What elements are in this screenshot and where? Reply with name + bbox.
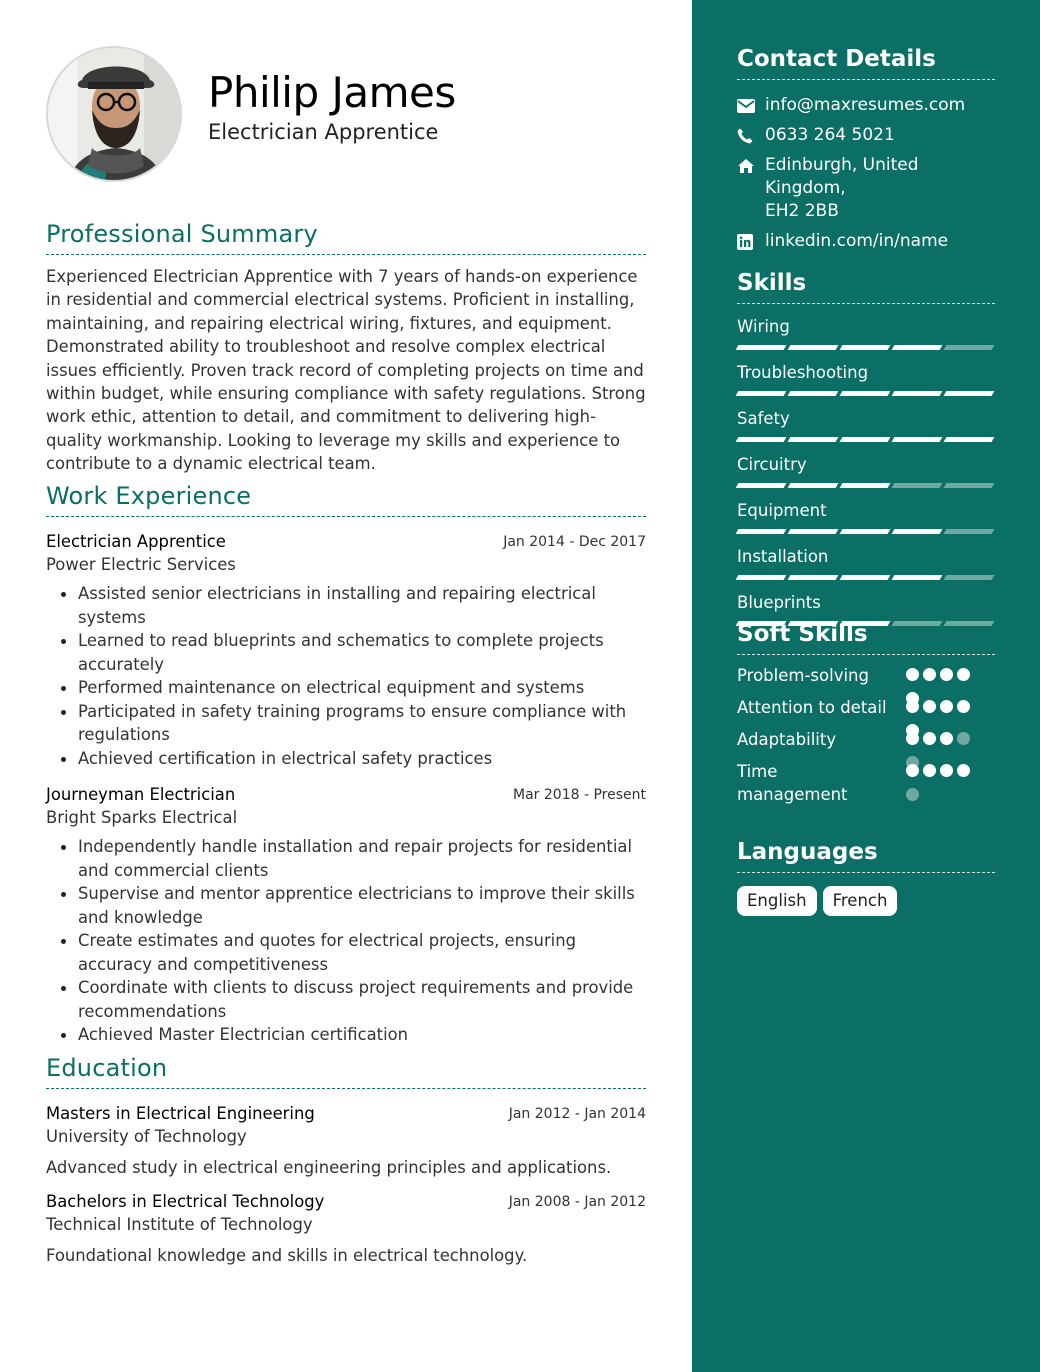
skill-level-segment (736, 529, 787, 534)
skills-list (737, 316, 995, 626)
skill-level-bar (737, 529, 995, 534)
job-entry (46, 784, 646, 1047)
skill-level-bar (737, 391, 995, 396)
job-title: Journeyman Electrician (46, 785, 236, 804)
education-description: Advanced study in electrical engineering principles and applications. (46, 1158, 612, 1177)
contact-linkedin[interactable] (737, 230, 995, 253)
soft-skill-item (737, 760, 995, 806)
skill-level-segment (840, 391, 891, 396)
skill-item (737, 408, 995, 442)
skill-level-bar (737, 437, 995, 442)
job-dates: Jan 2014 - Dec 2017 (503, 534, 646, 550)
candidate-name: Philip James (208, 68, 456, 117)
section-heading: Professional Summary (46, 220, 646, 255)
skill-level-segment (840, 345, 891, 350)
skill-level-segment (788, 575, 839, 580)
skill-name: Circuitry (737, 455, 807, 474)
contact-address (737, 154, 995, 223)
rating-dot (940, 732, 953, 745)
skill-level-segment (944, 483, 995, 488)
rating-dot (940, 700, 953, 713)
skill-name: Equipment (737, 501, 827, 520)
rating-dot (906, 732, 919, 745)
soft-skill-name: Problem-solving (737, 666, 869, 685)
rating-dot (906, 668, 919, 681)
soft-skill-name: Time management (737, 762, 848, 804)
soft-skill-name: Attention to detail (737, 698, 887, 717)
languages-section (737, 839, 995, 916)
bullet-item: Independently handle installation and repair projects for residential and commercial clients (58, 835, 646, 882)
rating-dot (923, 668, 936, 681)
phone-text: 0633 264 5021 (765, 125, 895, 145)
skill-level-segment (736, 437, 787, 442)
language-badge: English (737, 886, 817, 916)
summary-section (46, 220, 646, 476)
degree-title: Masters in Electrical Engineering (46, 1104, 315, 1123)
skill-level-bar (737, 345, 995, 350)
bullet-item: Supervise and mentor apprentice electricians to improve their skills and knowledge (58, 882, 646, 929)
rating-dot (923, 732, 936, 745)
home-icon (737, 154, 765, 177)
rating-dot (957, 764, 970, 777)
candidate-title: Electrician Apprentice (208, 120, 439, 144)
avatar (46, 46, 182, 182)
bullet-item: Learned to read blueprints and schematics to complete projects accurately (58, 629, 646, 676)
skill-level-segment (892, 345, 943, 350)
skill-item (737, 500, 995, 534)
rating-dot (906, 788, 919, 801)
skill-name: Wiring (737, 317, 790, 336)
linkedin-icon (737, 230, 765, 253)
skill-level-segment (944, 529, 995, 534)
contact-phone[interactable] (737, 124, 995, 147)
skill-item (737, 546, 995, 580)
address-line-2: EH2 2BB (765, 201, 839, 221)
section-heading: Soft Skills (737, 621, 995, 655)
skill-level-segment (892, 575, 943, 580)
section-heading: Languages (737, 839, 995, 873)
job-entry (46, 531, 646, 770)
address-line-1: Edinburgh, United Kingdom, (765, 155, 919, 198)
skill-level-segment (736, 575, 787, 580)
skill-name: Safety (737, 409, 790, 428)
linkedin-text: linkedin.com/in/name (765, 231, 949, 251)
rating-dot (957, 700, 970, 713)
language-list (737, 886, 995, 916)
skill-level-segment (788, 529, 839, 534)
skill-level-segment (892, 529, 943, 534)
skill-level-segment (840, 529, 891, 534)
education-entry (46, 1191, 646, 1267)
skill-level-segment (944, 437, 995, 442)
bullet-item: Achieved certification in electrical safety practices (58, 747, 646, 771)
rating-dot (906, 700, 919, 713)
soft-skills-section (737, 621, 995, 806)
skill-level-segment (840, 437, 891, 442)
skill-level-bar (737, 483, 995, 488)
rating-dot (906, 764, 919, 777)
skill-level-segment (736, 483, 787, 488)
school-name: Technical Institute of Technology (46, 1215, 313, 1234)
skill-level-bar (737, 575, 995, 580)
education-description: Foundational knowledge and skills in electrical technology. (46, 1246, 528, 1265)
contact-section (737, 46, 995, 260)
summary-text: Experienced Electrician Apprentice with 7 years of hands-on experience in residential and commercial electrical systems. Proficient in installing, maintaining, and repairing electrical wiring, fixtures, and equipment. Demonstrated ability to troubleshoot and resolve complex electrical issues efficiently. Proven track record of completing projects on time and within budget, while ensuring compliance with safety regulations. Strong work ethic, attention to detail, and commitment to delivering high-quality workmanship. Looking to leverage my skills and experience to contribute to a dynamic electrical team. (46, 267, 646, 474)
skill-level-segment (736, 391, 787, 396)
degree-title: Bachelors in Electrical Technology (46, 1192, 325, 1211)
bullet-item: Achieved Master Electrician certification (58, 1023, 646, 1047)
skill-level-segment (840, 575, 891, 580)
skill-level-segment (944, 391, 995, 396)
profile-photo-icon (48, 48, 182, 182)
bullet-item: Participated in safety training programs to ensure compliance with regulations (58, 700, 646, 747)
skill-level-segment (736, 345, 787, 350)
skill-level-segment (892, 483, 943, 488)
skill-level-segment (788, 437, 839, 442)
job-bullets (46, 835, 646, 1047)
skill-name: Blueprints (737, 593, 821, 612)
rating-dot (940, 668, 953, 681)
company-name: Power Electric Services (46, 555, 236, 574)
bullet-item: Performed maintenance on electrical equipment and systems (58, 676, 646, 700)
school-name: University of Technology (46, 1127, 247, 1146)
job-title: Electrician Apprentice (46, 532, 226, 551)
education-entry (46, 1103, 646, 1179)
skills-section (737, 270, 995, 626)
skill-item (737, 362, 995, 396)
language-badge: French (823, 886, 898, 916)
education-dates: Jan 2008 - Jan 2012 (508, 1194, 646, 1210)
bullet-item: Create estimates and quotes for electrical projects, ensuring accuracy and competitiveness (58, 929, 646, 976)
skill-name: Installation (737, 547, 829, 566)
skill-level-segment (944, 345, 995, 350)
section-heading: Education (46, 1054, 646, 1089)
company-name: Bright Sparks Electrical (46, 808, 238, 827)
soft-skill-name: Adaptability (737, 730, 837, 749)
job-bullets (46, 582, 646, 770)
skill-item (737, 316, 995, 350)
job-dates: Mar 2018 - Present (513, 787, 646, 803)
section-heading: Skills (737, 270, 995, 304)
skill-level-segment (892, 391, 943, 396)
resume-header (46, 46, 646, 182)
contact-email[interactable] (737, 94, 995, 117)
skill-level-segment (892, 437, 943, 442)
skill-item (737, 454, 995, 488)
education-dates: Jan 2012 - Jan 2014 (508, 1106, 646, 1122)
rating-dot (940, 764, 953, 777)
skill-name: Troubleshooting (737, 363, 869, 382)
soft-skill-item (737, 664, 995, 687)
skill-level-segment (788, 391, 839, 396)
bullet-item: Coordinate with clients to discuss project requirements and provide recommendations (58, 976, 646, 1023)
rating-dot (923, 700, 936, 713)
soft-skill-item (737, 728, 995, 751)
skill-level-segment (840, 483, 891, 488)
rating-dot (957, 668, 970, 681)
bullet-item: Assisted senior electricians in installing and repairing electrical systems (58, 582, 646, 629)
phone-icon (737, 124, 765, 147)
section-heading: Contact Details (737, 46, 995, 80)
skill-level-segment (944, 575, 995, 580)
rating-dot (923, 764, 936, 777)
education-section (46, 1054, 646, 1267)
soft-skill-item (737, 696, 995, 719)
envelope-icon (737, 94, 765, 117)
work-section (46, 482, 646, 1047)
sidebar (692, 0, 1040, 1372)
skill-level-segment (788, 345, 839, 350)
soft-skills-list (737, 664, 995, 806)
section-heading: Work Experience (46, 482, 646, 517)
skill-level-segment (788, 483, 839, 488)
email-text: info@maxresumes.com (765, 95, 966, 115)
rating-dot (957, 732, 970, 745)
